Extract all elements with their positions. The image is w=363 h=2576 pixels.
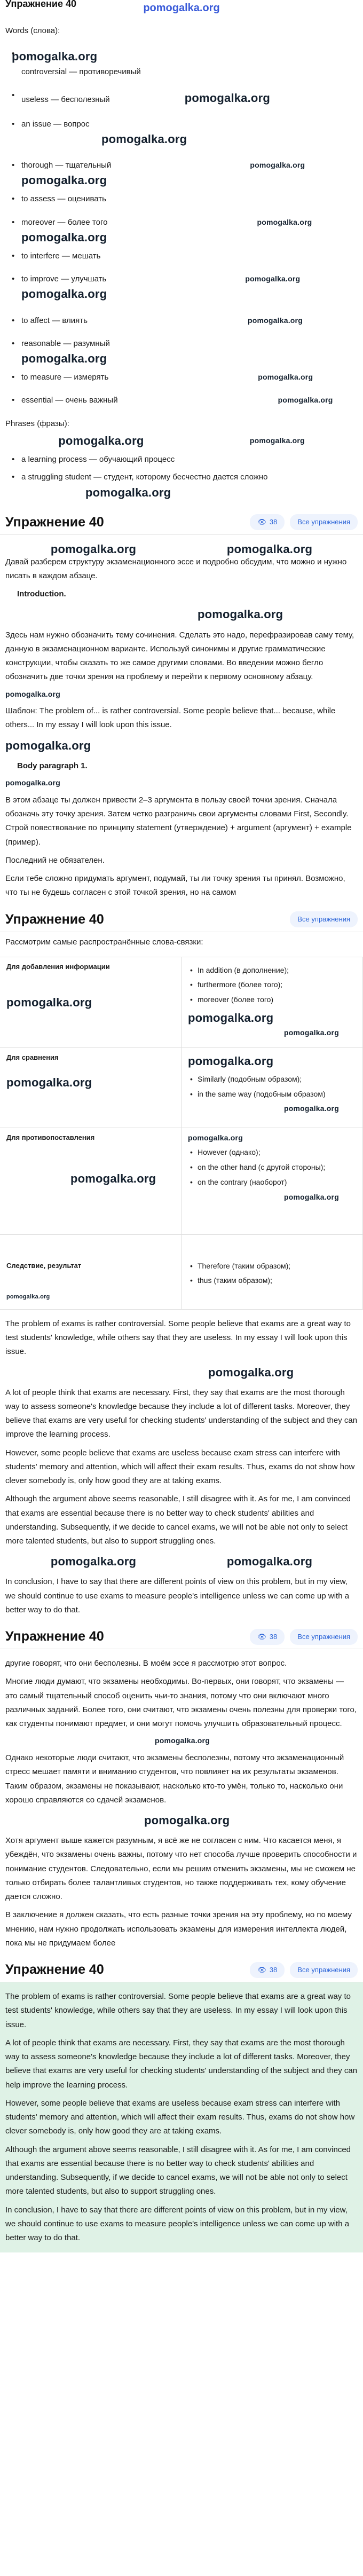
words-list bbox=[5, 48, 358, 406]
list-item: • Similarly (подобным образом); bbox=[188, 1074, 356, 1085]
list-item: • However (однако); bbox=[188, 1147, 356, 1159]
paragraph: Последний не обязателен. bbox=[5, 855, 105, 865]
list-item: • thus (таким образом); bbox=[188, 1275, 356, 1287]
watermark: pomogalka.org bbox=[6, 1075, 92, 1089]
phrases-list bbox=[5, 453, 358, 502]
watermark: pomogalka.org bbox=[50, 1555, 137, 1569]
list-item: • In addition (в дополнение); bbox=[188, 965, 356, 976]
paragraph: Давай разберем структуру экзаменационного эссе и подробно обсудим, что можно и нужно писать в каждом абзаце. bbox=[5, 557, 347, 580]
watermark: pomogalka.org bbox=[101, 132, 187, 146]
essay-section bbox=[0, 1310, 363, 1625]
structure-section bbox=[0, 535, 363, 908]
linker-label: Следствие, результат bbox=[6, 1261, 82, 1270]
watermark: pomogalka.org bbox=[144, 1814, 230, 1827]
watermark: pomogalka.org bbox=[155, 1736, 210, 1745]
table-cell bbox=[182, 1048, 363, 1128]
watermark: pomogalka.org bbox=[5, 689, 60, 698]
paragraph: Если тебе сложно придумать аргумент, подумай, ты ли точку зрения ты принял. Возможно, что ты не будешь согласен с этой точкой зрения, но на самом bbox=[5, 874, 345, 897]
translation-paragraph: Хотя аргумент выше кажется разумным, я всё же не согласен с ним. Что касается меня, я убеждён, что экзамены очень важны, потому что нет способа лучше проверить способности и понимание студентов. Следовательно, если мы решим отменить экзамены, мы не сможем не только отбирать более талантливых студентов, но также поддерживать тех, кому обучение дается сложно. bbox=[5, 1836, 357, 1902]
paragraph: Шаблон: The problem of... is rather controversial. Some people believe that... because, while others... In my essay I will look upon this issue. bbox=[5, 706, 336, 730]
watermark: pomogalka.org bbox=[245, 274, 301, 283]
essay-paragraph: The problem of exams is rather controversial. Some people believe that exams are a great way to test students' knowledge, while others say that they are useless. In my essay I will look upon this issue. bbox=[5, 1992, 351, 2029]
table-cell bbox=[182, 1235, 363, 1310]
essay-paragraph: Although the argument above seems reasonable, I still disagree with it. As for me, I am convinced that exams are essential because there is no better way to check students' abilities and understanding. Subsequently, if we decide to cancel exams, we will not be able not only to select more talented students, but also to support struggling ones. bbox=[5, 2145, 351, 2196]
paragraph: Здесь нам нужно обозначить тему сочинения. Сделать это надо, перефразировав саму тему, данную в экзаменационном варианте. Используй синонимы и другие грамматические конструкции, чтобы сказать то же самое другими словами. Во введении можно бегло обозначить две точки зрения на проблему и перейти к первому основному абзацу. bbox=[5, 630, 354, 682]
watermark: pomogalka.org bbox=[257, 217, 312, 226]
header-actions bbox=[250, 514, 358, 530]
list-item: • moreover — более того pomogalka.org pomogalka.org bbox=[5, 216, 358, 247]
linker-list bbox=[188, 1261, 356, 1287]
table-cell bbox=[182, 1128, 363, 1235]
exercise-header bbox=[0, 1625, 363, 1649]
list-item: • to improve — улучшать pomogalka.org pomogalka.org bbox=[5, 273, 358, 303]
essay-paragraph: A lot of people think that exams are necessary. First, they say that exams are the most thorough way to assess someone's knowledge because they include a lot of different tasks. Moreover, they believe that exams are very useful for checking students' understanding of the subject and they can improve the learning process. bbox=[5, 1388, 358, 1439]
watermark: pomogalka.org bbox=[198, 608, 283, 621]
watermark: pomogalka.org bbox=[58, 434, 144, 447]
section-heading: Introduction. bbox=[17, 589, 66, 599]
eye-icon: 👁 bbox=[257, 1632, 266, 1641]
exercise-header bbox=[0, 1958, 363, 1982]
phrases-heading: Phrases (фразы): bbox=[5, 419, 69, 428]
list-item: • thorough — тщательный pomogalka.org pomogalka.org bbox=[5, 159, 358, 190]
exercise-title: Упражнение 40 bbox=[5, 1629, 104, 1644]
essay-highlight-section bbox=[0, 1982, 363, 2252]
list-item: • furthermore (более того); bbox=[188, 979, 356, 991]
essay-paragraph: However, some people believe that exams are useless because exam stress can interfere with students' memory and attention, which will affect their exam results. Thus, exams do not show how clever somebody is, only how good they are at taking exams. bbox=[5, 2098, 355, 2136]
exercise-title: Упражнение 40 bbox=[5, 911, 104, 927]
all-exercises-button[interactable]: Все упражнения bbox=[290, 911, 358, 927]
list-item: • on the other hand (с другой стороны); bbox=[188, 1162, 356, 1173]
translation-paragraph: другие говорят, что они бесполезны. В моём эссе я рассмотрю этот вопрос. bbox=[5, 1659, 287, 1668]
translation-paragraph: В заключение я должен сказать, что есть разные точки зрения на эту проблему, но по моему мнению, нам нужно продолжать использовать экзамены для измерения интеллекта людей, пока мы не придумаем более bbox=[5, 1910, 352, 1948]
header-actions bbox=[290, 911, 358, 927]
watermark: pomogalka.org bbox=[258, 373, 313, 382]
exercise-title: Упражнение 40 bbox=[5, 1962, 104, 1978]
list-item: • in the same way (подобным образом) bbox=[188, 1089, 356, 1100]
linkers-table bbox=[0, 957, 363, 1310]
essay-paragraph: Although the argument above seems reasonable, I still disagree with it. As for me, I am convinced that exams are essential because there is no better way to check students' abilities and understanding. Subsequently, if we decide to cancel exams, we will not be able not only to select more talented students, but also to support struggling ones. bbox=[5, 1494, 351, 1546]
watermark: pomogalka.org bbox=[249, 436, 305, 445]
list-item: • reasonable — разумный pomogalka.org bbox=[5, 337, 358, 368]
header-actions bbox=[250, 1629, 358, 1645]
all-exercises-button[interactable]: Все упражнения bbox=[290, 1629, 358, 1645]
watermark: pomogalka.org bbox=[21, 230, 107, 244]
linker-list bbox=[188, 965, 356, 1006]
watermark: pomogalka.org bbox=[250, 161, 305, 170]
linker-label: Для добавления информации bbox=[6, 962, 110, 971]
table-cell bbox=[0, 1048, 182, 1128]
watermark: pomogalka.org bbox=[184, 91, 270, 105]
list-item: • pomogalka.org controversial — противоречивый bbox=[5, 48, 358, 78]
essay-paragraph: A lot of people think that exams are necessary. First, they say that exams are the most thorough way to assess someone's knowledge because they include a lot of different tasks. Moreover, they believe that exams are very useful for checking students' understanding of the subject and they can help improve the learning process. bbox=[5, 2038, 358, 2090]
exercise-header bbox=[0, 908, 363, 932]
essay-paragraph: In conclusion, I have to say that there are different points of view on this problem, but in my view, we should continue to use exams to measure people's intelligence unless we can come up with a better way to do that. bbox=[5, 2205, 350, 2243]
watermark: pomogalka.org bbox=[70, 1171, 156, 1185]
linker-list bbox=[188, 1147, 356, 1188]
all-exercises-button[interactable]: Все упражнения bbox=[290, 514, 358, 530]
views-badge[interactable]: 👁 38 bbox=[250, 514, 285, 530]
watermark-row bbox=[5, 1553, 358, 1571]
translation-paragraph: Многие люди думают, что экзамены необходимы. Во-первых, они говорят, что экзамены — это самый тщательный способ оценить чьи-то знания, потому что они включают много различных заданий. Более того, они считают, что экзамены очень полезны для проверки того, как студенты понимают предмет, и они могут помочь улучшить образовательный процесс. bbox=[5, 1677, 357, 1729]
watermark: pomogalka.org bbox=[21, 287, 107, 301]
table-cell bbox=[0, 1235, 182, 1310]
exercise-header bbox=[0, 510, 363, 535]
list-item: • moreover (более того) bbox=[188, 994, 356, 1006]
header-actions bbox=[250, 1962, 358, 1978]
watermark: pomogalka.org bbox=[21, 352, 107, 366]
list-item: • a learning process — обучающий процесс bbox=[5, 453, 358, 466]
watermark: pomogalka.org bbox=[85, 485, 171, 499]
watermark: pomogalka.org bbox=[5, 778, 60, 787]
translation-section bbox=[0, 1649, 363, 1958]
watermark: pomogalka.org bbox=[284, 1028, 339, 1037]
watermark: pomogalka.org bbox=[21, 174, 107, 187]
watermark: pomogalka.org bbox=[188, 1133, 243, 1142]
watermark: pomogalka.org bbox=[226, 542, 313, 556]
all-exercises-button[interactable]: Все упражнения bbox=[290, 1962, 358, 1978]
watermark: pomogalka.org bbox=[6, 1293, 50, 1300]
list-item: • Therefore (таким образом); bbox=[188, 1261, 356, 1272]
list-item: • on the contrary (наоборот) bbox=[188, 1177, 356, 1188]
linker-label: Для противопоставления bbox=[6, 1133, 95, 1141]
exercise-title: Упражнение 40 bbox=[5, 514, 104, 530]
paragraph: В этом абзаце ты должен привести 2–3 аргумента в пользу своей точки зрения. Сначала обозначь эту точку зрения. Затем четко разграничь свои аргументы словами First, Secondly. Строй повествование по принципу statement (утверждение) + argument (аргумент) + example (пример). bbox=[5, 795, 352, 847]
list-item: • to interfere — мешать bbox=[5, 250, 358, 262]
watermark: pomogalka.org bbox=[50, 542, 137, 556]
linkers-section bbox=[0, 932, 363, 957]
list-item: • useless — бесполезный pomogalka.org bbox=[5, 89, 358, 107]
eye-icon: 👁 bbox=[257, 1965, 266, 1974]
linker-label: Для сравнения bbox=[6, 1053, 59, 1061]
table-cell bbox=[182, 957, 363, 1048]
list-item: • an issue — вопрос pomogalka.org bbox=[5, 118, 358, 148]
watermark: • pomogalka.org bbox=[12, 50, 98, 64]
list-item: • essential — очень важный pomogalka.org bbox=[5, 394, 358, 406]
watermark: pomogalka.org bbox=[226, 1555, 313, 1569]
watermark: pomogalka.org bbox=[5, 738, 91, 752]
words-heading: Words (слова): bbox=[5, 26, 60, 35]
list-item: • to affect — влиять pomogalka.org bbox=[5, 314, 358, 327]
essay-paragraph: However, some people believe that exams are useless because exam stress can interfere with students' memory and attention, which will affect their exam results. Thus, exams do not show how clever somebody is, only how good they are at taking exams. bbox=[5, 1448, 355, 1486]
watermark: pomogalka.org bbox=[284, 1104, 339, 1113]
words-section bbox=[0, 16, 363, 510]
list-item: • to measure — измерять pomogalka.org bbox=[5, 371, 358, 383]
table-cell bbox=[0, 957, 182, 1048]
watermark: pomogalka.org bbox=[6, 995, 92, 1009]
list-item: • to assess — оценивать bbox=[5, 193, 358, 205]
paragraph: Рассмотрим самые распространённые слова-связки: bbox=[5, 937, 203, 947]
watermark: pomogalka.org bbox=[188, 1054, 274, 1068]
views-badge[interactable]: 👁 38 bbox=[250, 1629, 285, 1645]
essay-paragraph: In conclusion, I have to say that there are different points of view on this problem, but in my view, we should continue to use exams to measure people's intelligence unless we can come up with a better way to do that. bbox=[5, 1577, 350, 1614]
eye-icon: 👁 bbox=[257, 518, 266, 526]
essay-paragraph: The problem of exams is rather controversial. Some people believe that exams are a great way to test students' knowledge, while others say that they are useless. In my essay I will look upon this issue. bbox=[5, 1319, 351, 1357]
watermark: pomogalka.org bbox=[248, 316, 303, 325]
translation-paragraph: Однако некоторые люди считают, что экзамены бесполезны, потому что экзаменационный стресс мешает памяти и вниманию студентов, что повлияет на их результаты экзаменов. Таким образом, экзамены не показывают, насколько кто-то умён, только то, насколько они хорошо справляются со сдачей экзаменов. bbox=[5, 1753, 344, 1805]
list-item: • a struggling student — студент, которому бесчестно дается сложно pomogalka.org bbox=[5, 471, 358, 501]
watermark: pomogalka.org bbox=[188, 1011, 274, 1025]
section-heading: Body paragraph 1. bbox=[17, 761, 88, 770]
table-cell bbox=[0, 1128, 182, 1235]
watermark-row bbox=[5, 432, 358, 450]
views-badge[interactable]: 👁 38 bbox=[250, 1962, 285, 1978]
watermark: pomogalka.org bbox=[208, 1365, 294, 1379]
watermark: pomogalka.org bbox=[278, 396, 333, 405]
watermark: pomogalka.org bbox=[284, 1192, 339, 1201]
top-watermark: pomogalka.org bbox=[143, 2, 220, 14]
linker-list bbox=[188, 1074, 356, 1100]
exercise-title: Упражнение 40 bbox=[5, 0, 77, 10]
